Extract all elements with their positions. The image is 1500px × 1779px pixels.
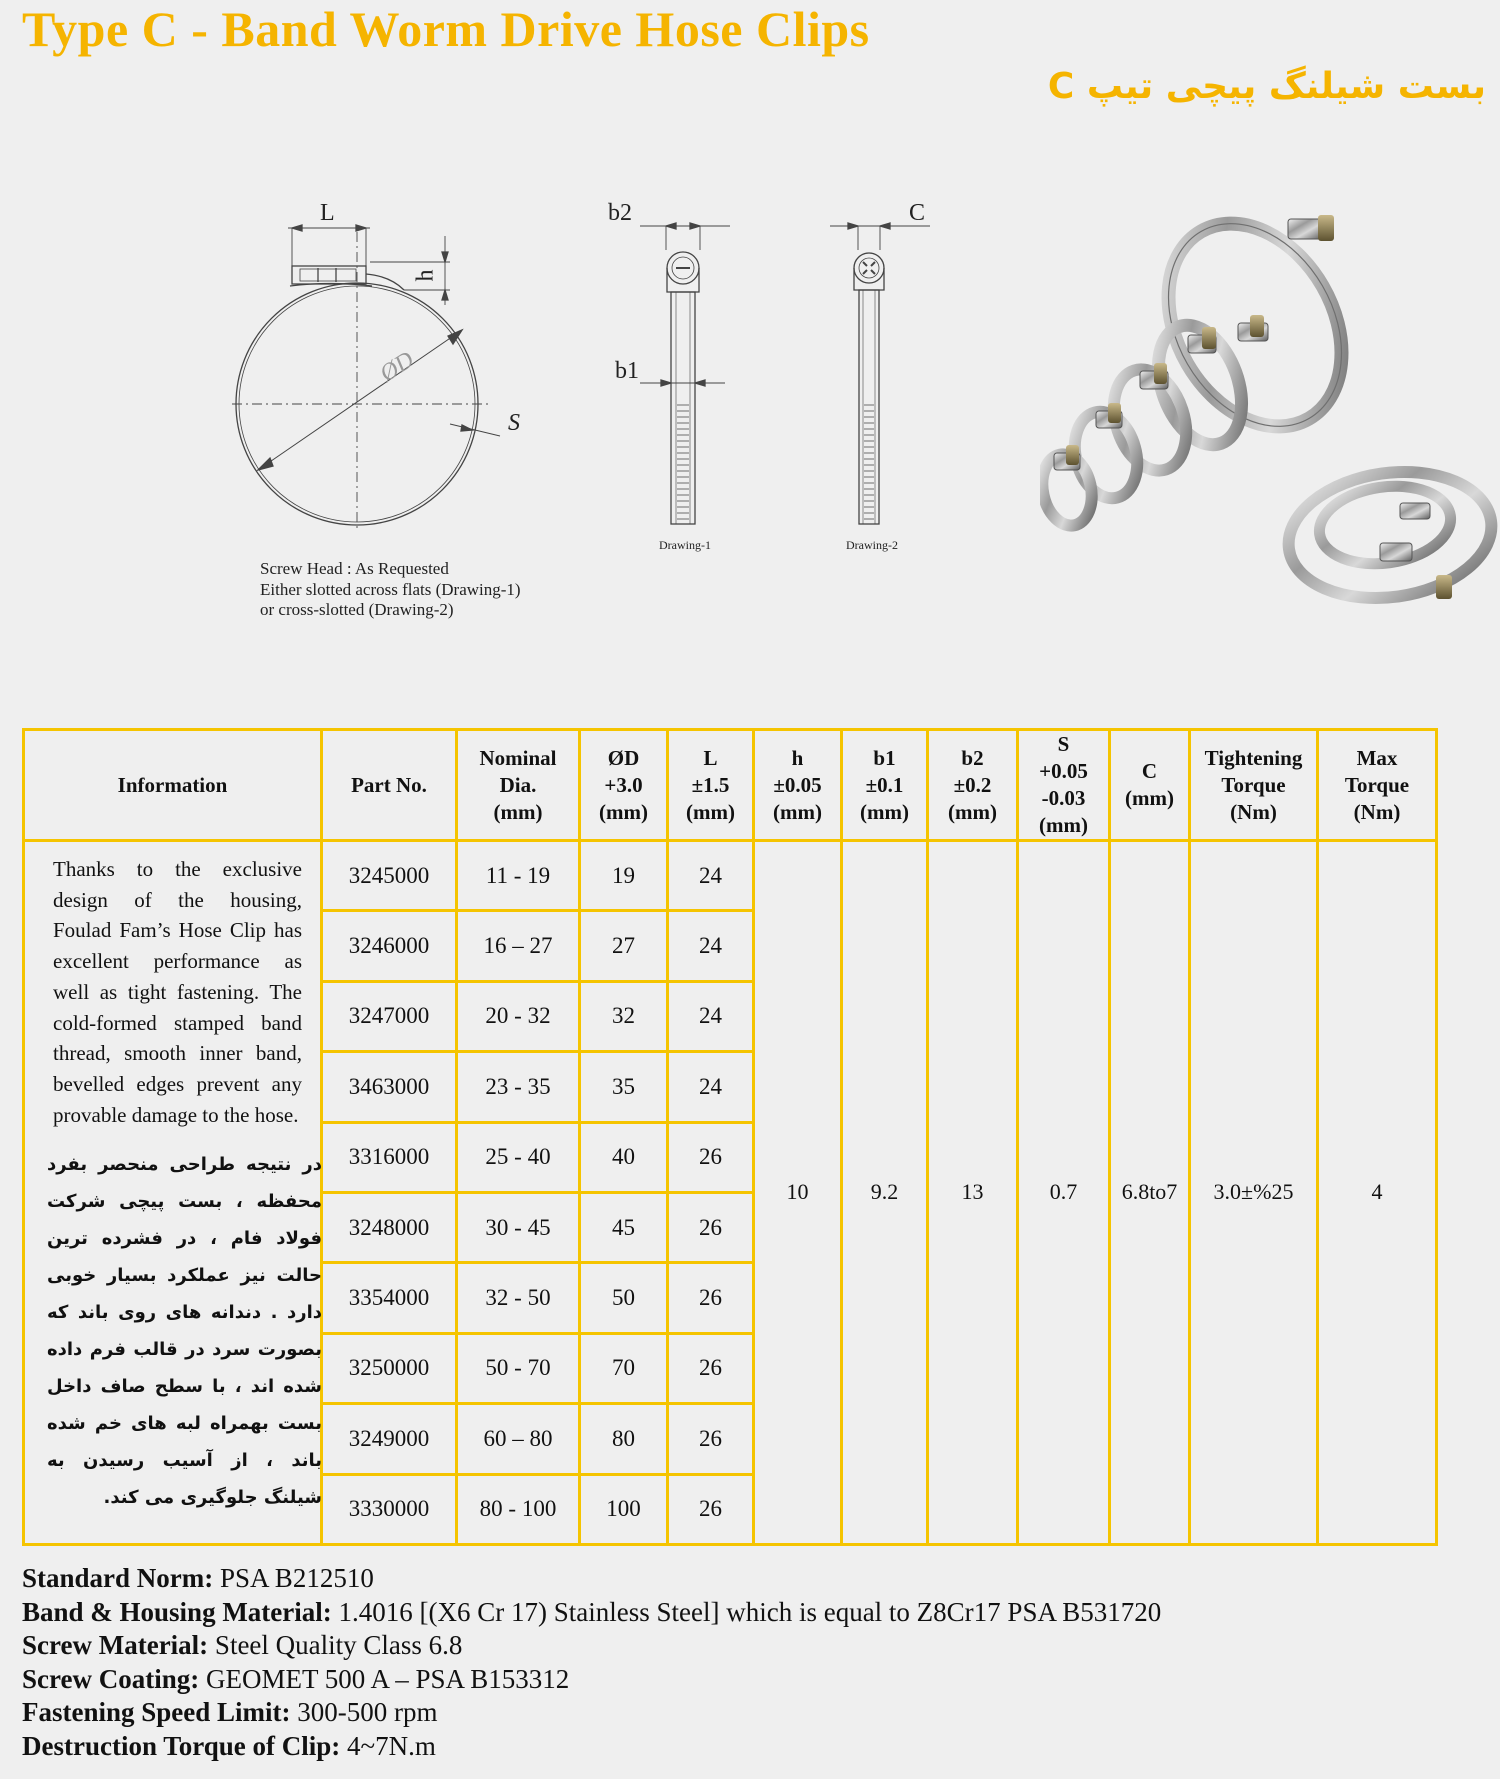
note-line: or cross-slotted (Drawing-2) — [260, 600, 454, 619]
spec-band-material: Band & Housing Material: 1.4016 [(X6 Cr 17) Stainless Steel] which is equal to Z8Cr17 PSA B531720 — [22, 1596, 1162, 1627]
nominal-dia: 25 - 40 — [457, 1122, 580, 1192]
header-s: S +0.05 -0.03 (mm) — [1018, 730, 1110, 841]
b1-value: 9.2 — [842, 841, 928, 1545]
l-value: 24 — [668, 981, 754, 1051]
nominal-dia: 60 – 80 — [457, 1404, 580, 1474]
l-value: 26 — [668, 1474, 754, 1544]
label-b1: b1 — [615, 358, 639, 384]
od-value: 32 — [580, 981, 668, 1051]
header-h: h ±0.05 (mm) — [754, 730, 842, 841]
l-value: 26 — [668, 1333, 754, 1403]
label-h: h — [412, 269, 439, 282]
information-cell — [24, 841, 322, 1545]
page-title: Type C - Band Worm Drive Hose Clips — [22, 1, 870, 57]
part-no: 3248000 — [322, 1192, 457, 1262]
part-no: 3246000 — [322, 911, 457, 981]
h-value: 10 — [754, 841, 842, 1545]
part-no: 3247000 — [322, 981, 457, 1051]
od-value: 80 — [580, 1404, 668, 1474]
spec-standard-norm: Standard Norm: PSA B212510 — [22, 1563, 374, 1593]
nominal-dia: 50 - 70 — [457, 1333, 580, 1403]
l-value: 24 — [668, 1052, 754, 1122]
screw-head-note — [260, 559, 521, 621]
info-text-en: Thanks to the exclusive design of the housing, Foulad Fam’s Hose Clip has excellent performance as well as tight fastening. The cold-formed stamped band thread, smooth inner band, bevelled edges prevent any provable damage to the hose. — [53, 857, 302, 1127]
label-l: L — [320, 200, 335, 226]
nominal-dia: 16 – 27 — [457, 911, 580, 981]
table-row — [24, 841, 1437, 911]
l-value: 24 — [668, 911, 754, 981]
od-value: 40 — [580, 1122, 668, 1192]
part-no: 3245000 — [322, 841, 457, 911]
spec-speed-limit: Fastening Speed Limit: 300-500 rpm — [22, 1697, 438, 1727]
label-s: S — [508, 410, 520, 436]
b2-value: 13 — [928, 841, 1018, 1545]
drawing-1-caption: Drawing-1 — [659, 538, 711, 552]
header-b2: b2 ±0.2 (mm) — [928, 730, 1018, 841]
page-subtitle-fa: بست شیلنگ پیچی تیپ C — [1047, 66, 1486, 107]
header-nominal: Nominal Dia. (mm) — [457, 730, 580, 841]
label-b2: b2 — [608, 200, 632, 226]
part-no: 3354000 — [322, 1263, 457, 1333]
part-no: 3250000 — [322, 1333, 457, 1403]
header-b1: b1 ±0.1 (mm) — [842, 730, 928, 841]
nominal-dia: 30 - 45 — [457, 1192, 580, 1262]
l-value: 26 — [668, 1263, 754, 1333]
l-value: 24 — [668, 841, 754, 911]
drawing-2-caption: Drawing-2 — [846, 538, 898, 552]
hose-clips-photo — [1040, 205, 1500, 625]
od-value: 50 — [580, 1263, 668, 1333]
spec-screw-coating: Screw Coating: GEOMET 500 A – PSA B153312 — [22, 1663, 570, 1694]
od-value: 100 — [580, 1474, 668, 1544]
material-specs — [22, 1562, 1161, 1763]
label-c: C — [909, 200, 926, 226]
s-value: 0.7 — [1018, 841, 1110, 1545]
info-text-fa: در نتیجه طراحی منحصر بفرد محفظه ، بست پیچی شرکت فولاد فام ، در فشرده ترین حالت نیز عملکرد بسیار خوبی دارد . دندانه های روی باند که بصورت سرد در قالب فرم داده شده اند ، با سطح صاف داخل بست بهمراه لبه های خم شده باند ، از آسیب رسیدن به شیلنگ جلوگیری می کند. — [47, 1154, 322, 1509]
c-value: 6.8to7 — [1110, 841, 1190, 1545]
od-value: 19 — [580, 841, 668, 911]
max-torque-value: 4 — [1318, 841, 1437, 1545]
nominal-dia: 11 - 19 — [457, 841, 580, 911]
od-value: 45 — [580, 1192, 668, 1262]
note-line: Either slotted across flats (Drawing-1) — [260, 579, 521, 599]
tightening-torque-value: 3.0±%25 — [1190, 841, 1318, 1545]
header-tightening-torque: Tightening Torque (Nm) — [1190, 730, 1318, 841]
l-value: 26 — [668, 1192, 754, 1262]
header-information: Information — [24, 730, 322, 841]
part-no: 3330000 — [322, 1474, 457, 1544]
header-od: ØD +3.0 (mm) — [580, 730, 668, 841]
header-max-torque: Max Torque (Nm) — [1318, 730, 1437, 841]
header-part-no: Part No. — [322, 730, 457, 841]
label-diameter: ØD — [375, 346, 419, 388]
nominal-dia: 80 - 100 — [457, 1474, 580, 1544]
table-header-row — [24, 730, 1437, 841]
nominal-dia: 20 - 32 — [457, 981, 580, 1051]
part-no: 3316000 — [322, 1122, 457, 1192]
nominal-dia: 23 - 35 — [457, 1052, 580, 1122]
part-no: 3463000 — [322, 1052, 457, 1122]
od-value: 70 — [580, 1333, 668, 1403]
od-value: 35 — [580, 1052, 668, 1122]
header-l: L ±1.5 (mm) — [668, 730, 754, 841]
header-c: C (mm) — [1110, 730, 1190, 841]
spec-table — [22, 728, 1438, 1546]
nominal-dia: 32 - 50 — [457, 1263, 580, 1333]
spec-destruction-torque: Destruction Torque of Clip: 4~7N.m — [22, 1730, 436, 1761]
l-value: 26 — [668, 1404, 754, 1474]
part-no: 3249000 — [322, 1404, 457, 1474]
note-line: Screw Head : As Requested — [260, 559, 449, 578]
l-value: 26 — [668, 1122, 754, 1192]
od-value: 27 — [580, 911, 668, 981]
spec-screw-material: Screw Material: Steel Quality Class 6.8 — [22, 1630, 463, 1660]
